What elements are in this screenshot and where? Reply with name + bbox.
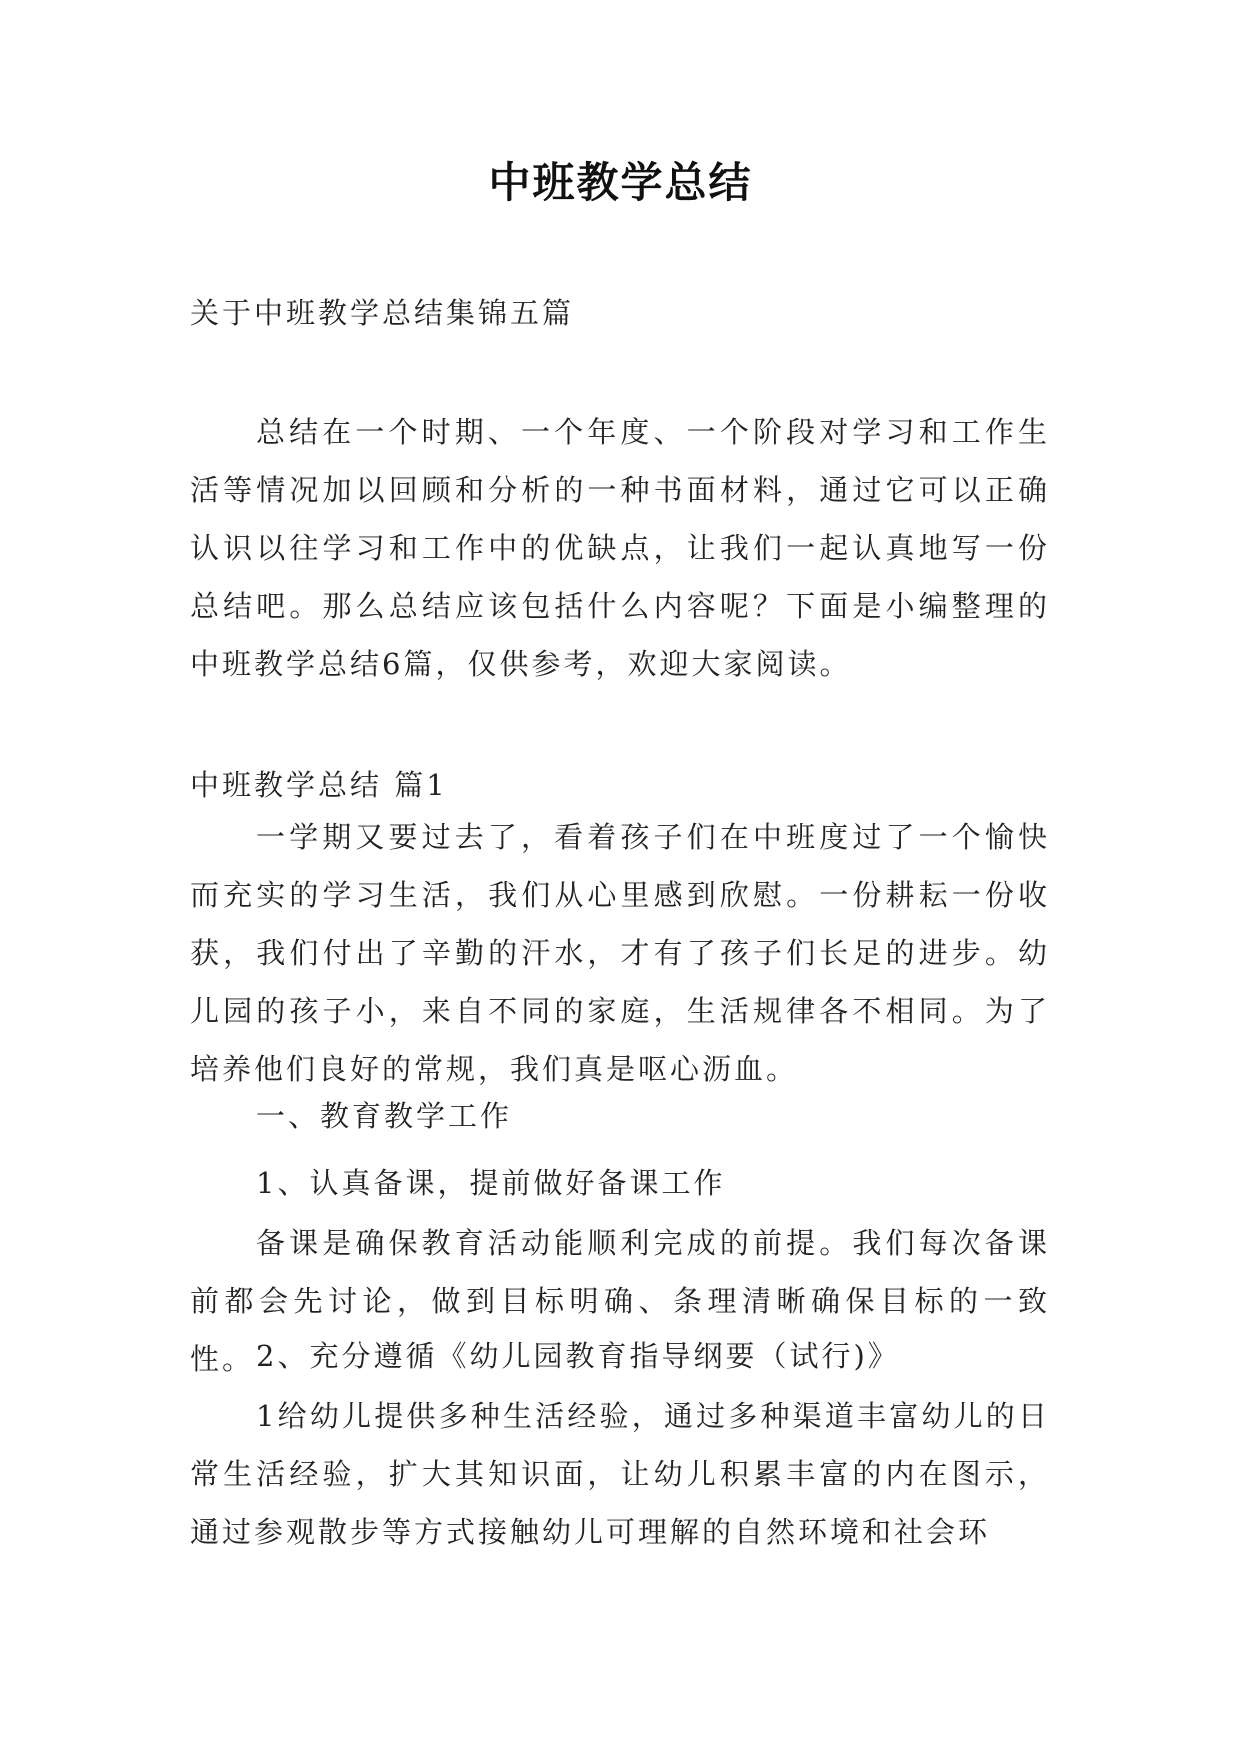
section-heading: 中班教学总结 篇1	[190, 768, 448, 802]
list-item-lesson-preparation: 1、认真备课，提前做好备课工作	[256, 1166, 726, 1200]
intro-paragraph: 总结在一个时期、一个年度、一个阶段对学习和工作生活等情况加以回顾和分析的一种书面材料，通过它可以正确认识以往学习和工作中的优缺点，让我们一起认真地写一份总结吧。那么总结应该包括什么内容呢？下面是小编整理的中班教学总结6篇，仅供参考，欢迎大家阅读。	[190, 415, 1050, 681]
list-item-guidelines: 2、充分遵循《幼儿园教育指导纲要（试行)》	[256, 1339, 900, 1373]
section-paragraph-2: 备课是确保教育活动能顺利完成的前提。我们每次备课前都会先讨论，做到目标明确、条理清晰确保目标的一致性。	[190, 1226, 1050, 1376]
document-title: 中班教学总结	[488, 158, 753, 207]
section-paragraph-1: 一学期又要过去了，看着孩子们在中班度过了一个愉快而充实的学习生活，我们从心里感到欣慰。一份耕耘一份收获，我们付出了辛勤的汗水，才有了孩子们长足的进步。幼儿园的孩子小，来自不同的家庭，生活规律各不相同。为了培养他们良好的常规，我们真是呕心沥血。	[190, 820, 1050, 1086]
document-subtitle: 关于中班教学总结集锦五篇	[190, 296, 575, 330]
list-item-teaching-work: 一、教育教学工作	[256, 1099, 513, 1133]
section-paragraph-3: 1给幼儿提供多种生活经验，通过多种渠道丰富幼儿的日常生活经验，扩大其知识面，让幼儿积累丰富的内在图示，通过参观散步等方式接触幼儿可理解的自然环境和社会环	[190, 1399, 1050, 1549]
